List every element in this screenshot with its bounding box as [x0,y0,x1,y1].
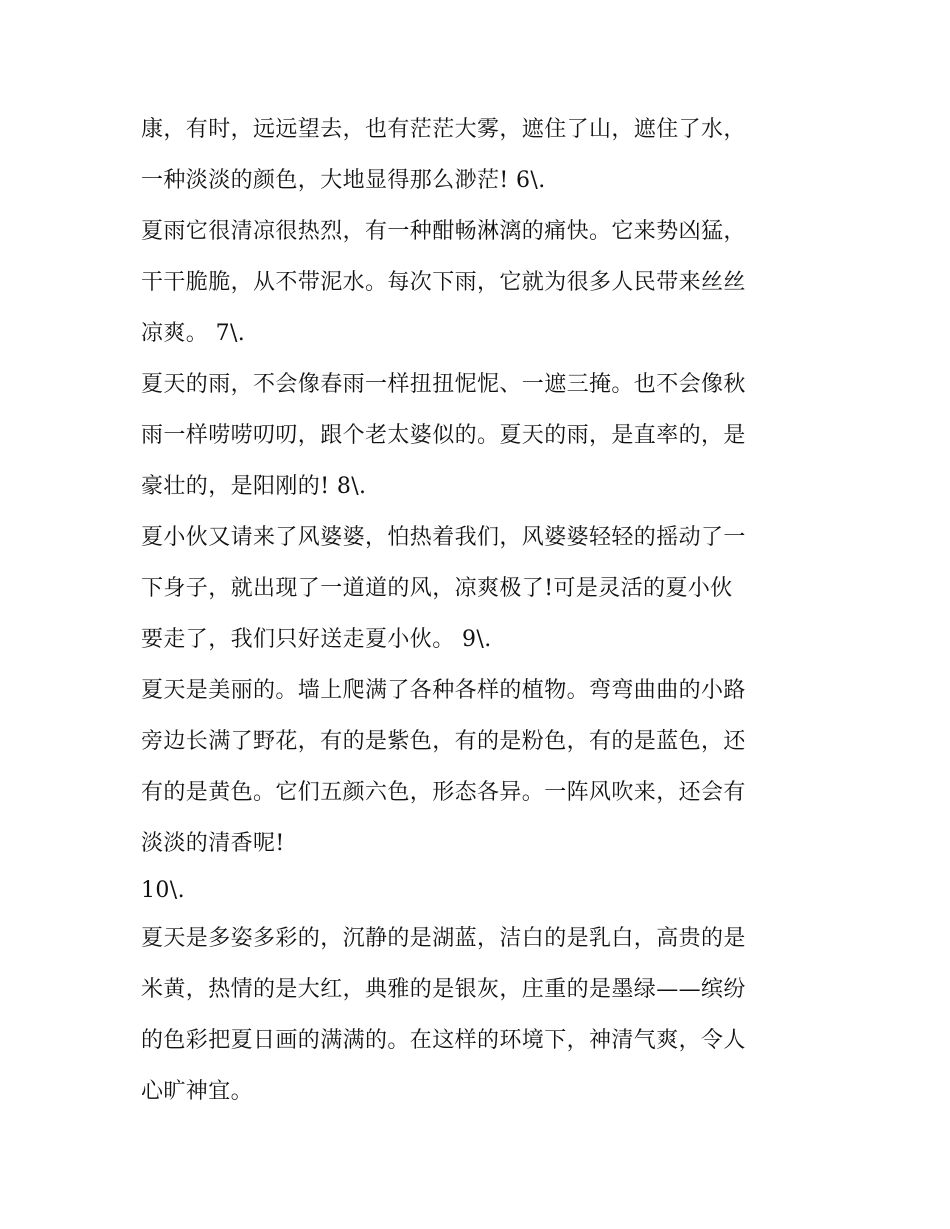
text-line: 夏天的雨，不会像春雨一样扭扭怩怩、一遮三掩。也不会像秋 [141,372,746,397]
text-line: 心旷神宜。 [141,1079,254,1104]
text-line: 要走了，我们只好送走夏小伙。 9\. [141,627,492,652]
text-line: 夏雨它很清凉很热烈，有一种酣畅淋漓的痛快。它来势凶猛， [141,219,746,244]
document-body [141,104,821,1117]
text-line: 夏天是美丽的。墙上爬满了各种各样的植物。弯弯曲曲的小路 [141,678,746,703]
text-line: 豪壮的，是阳刚的! 8\. [141,474,367,499]
text-line: 下身子，就出现了一道道的风，凉爽极了!可是灵活的夏小伙 [141,576,733,601]
text-line: 康，有时，远远望去，也有茫茫大雾，遮住了山，遮住了水， [141,117,746,142]
text-line: 夏天是多姿多彩的，沉静的是湖蓝，洁白的是乳白，高贵的是 [141,926,746,951]
text-line: 旁边长满了野花，有的是紫色，有的是粉色，有的是蓝色，还 [141,729,746,754]
text-line: 一种淡淡的颜色，大地显得那么渺茫! 6\. [141,168,546,193]
text-line: 干干脆脆，从不带泥水。每次下雨，它就为很多人民带来丝丝 [141,270,746,295]
text-line: 淡淡的清香呢! [141,831,285,856]
text-line: 有的是黄色。它们五颜六色，形态各异。一阵风吹来，还会有 [141,780,746,805]
text-line: 米黄，热情的是大红，典雅的是银灰，庄重的是墨绿——缤纷 [141,977,746,1002]
text-line: 10\. [141,878,185,903]
text-line: 的色彩把夏日画的满满的。在这样的环境下，神清气爽，令人 [141,1028,746,1053]
text-line: 夏小伙又请来了风婆婆，怕热着我们，风婆婆轻轻的摇动了一 [141,525,746,550]
text-line: 凉爽。 7\. [141,321,246,346]
text-line: 雨一样唠唠叨叨，跟个老太婆似的。夏天的雨，是直率的，是 [141,423,746,448]
